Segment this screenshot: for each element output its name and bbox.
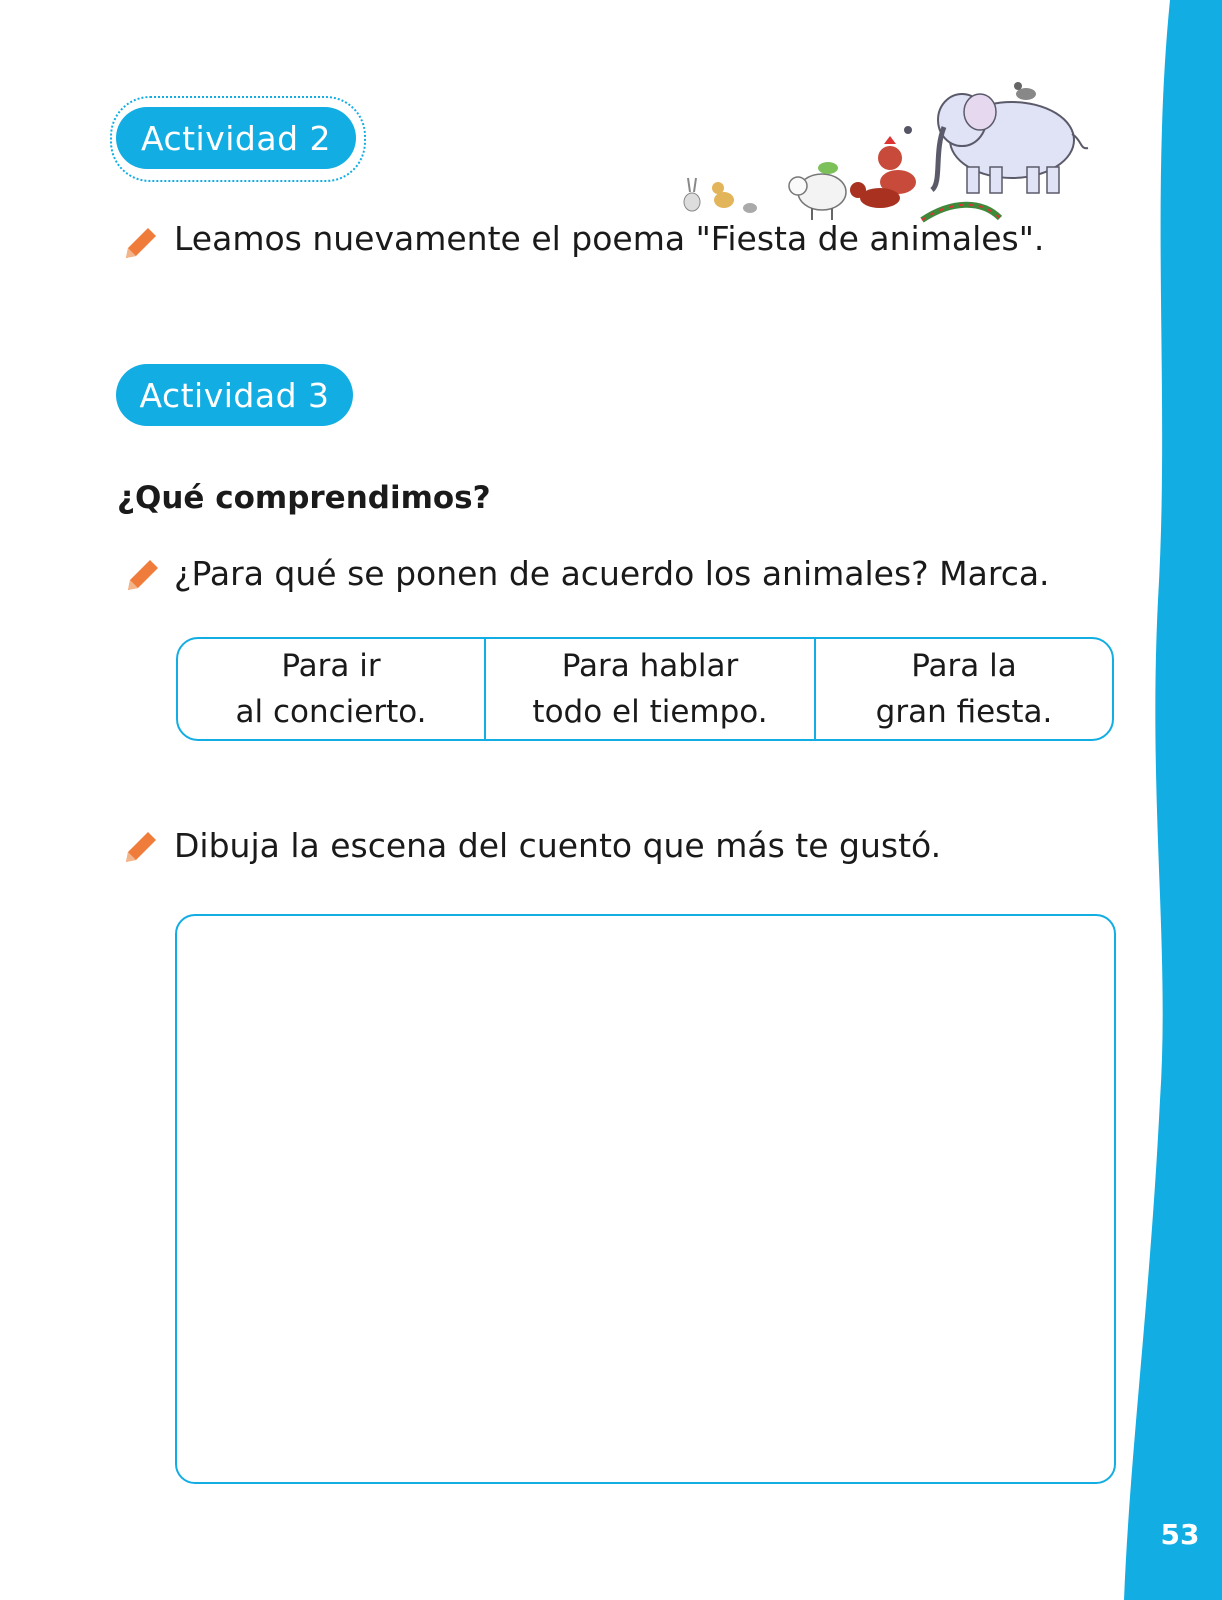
option-concierto[interactable]	[178, 639, 484, 739]
activity-2-instruction: Leamos nuevamente el poema "Fiesta de animales".	[174, 219, 1045, 258]
animals-illustration	[662, 72, 1122, 234]
option-line: Para hablar	[561, 648, 739, 684]
page-number: 53	[1160, 1518, 1200, 1551]
draw-instruction: Dibuja la escena del cuento que más te gustó.	[174, 826, 942, 865]
drawing-area[interactable]	[175, 914, 1116, 1484]
option-line: Para ir	[281, 648, 381, 684]
pencil-icon	[118, 826, 162, 870]
activity-3-label: Actividad 3	[116, 364, 353, 426]
option-line: gran fiesta.	[875, 694, 1053, 730]
question-text: ¿Para qué se ponen de acuerdo los animales? Marca.	[174, 554, 1050, 593]
pencil-icon	[120, 554, 164, 598]
option-line: al concierto.	[235, 694, 427, 730]
option-line: Para la	[911, 648, 1017, 684]
pencil-icon	[118, 222, 162, 266]
answer-options	[176, 637, 1114, 741]
activity-2-label: Actividad 2	[116, 107, 356, 169]
option-line: todo el tiempo.	[532, 694, 768, 730]
question-heading: ¿Qué comprendimos?	[117, 480, 491, 516]
option-hablar[interactable]	[484, 639, 814, 739]
option-fiesta[interactable]	[814, 639, 1112, 739]
